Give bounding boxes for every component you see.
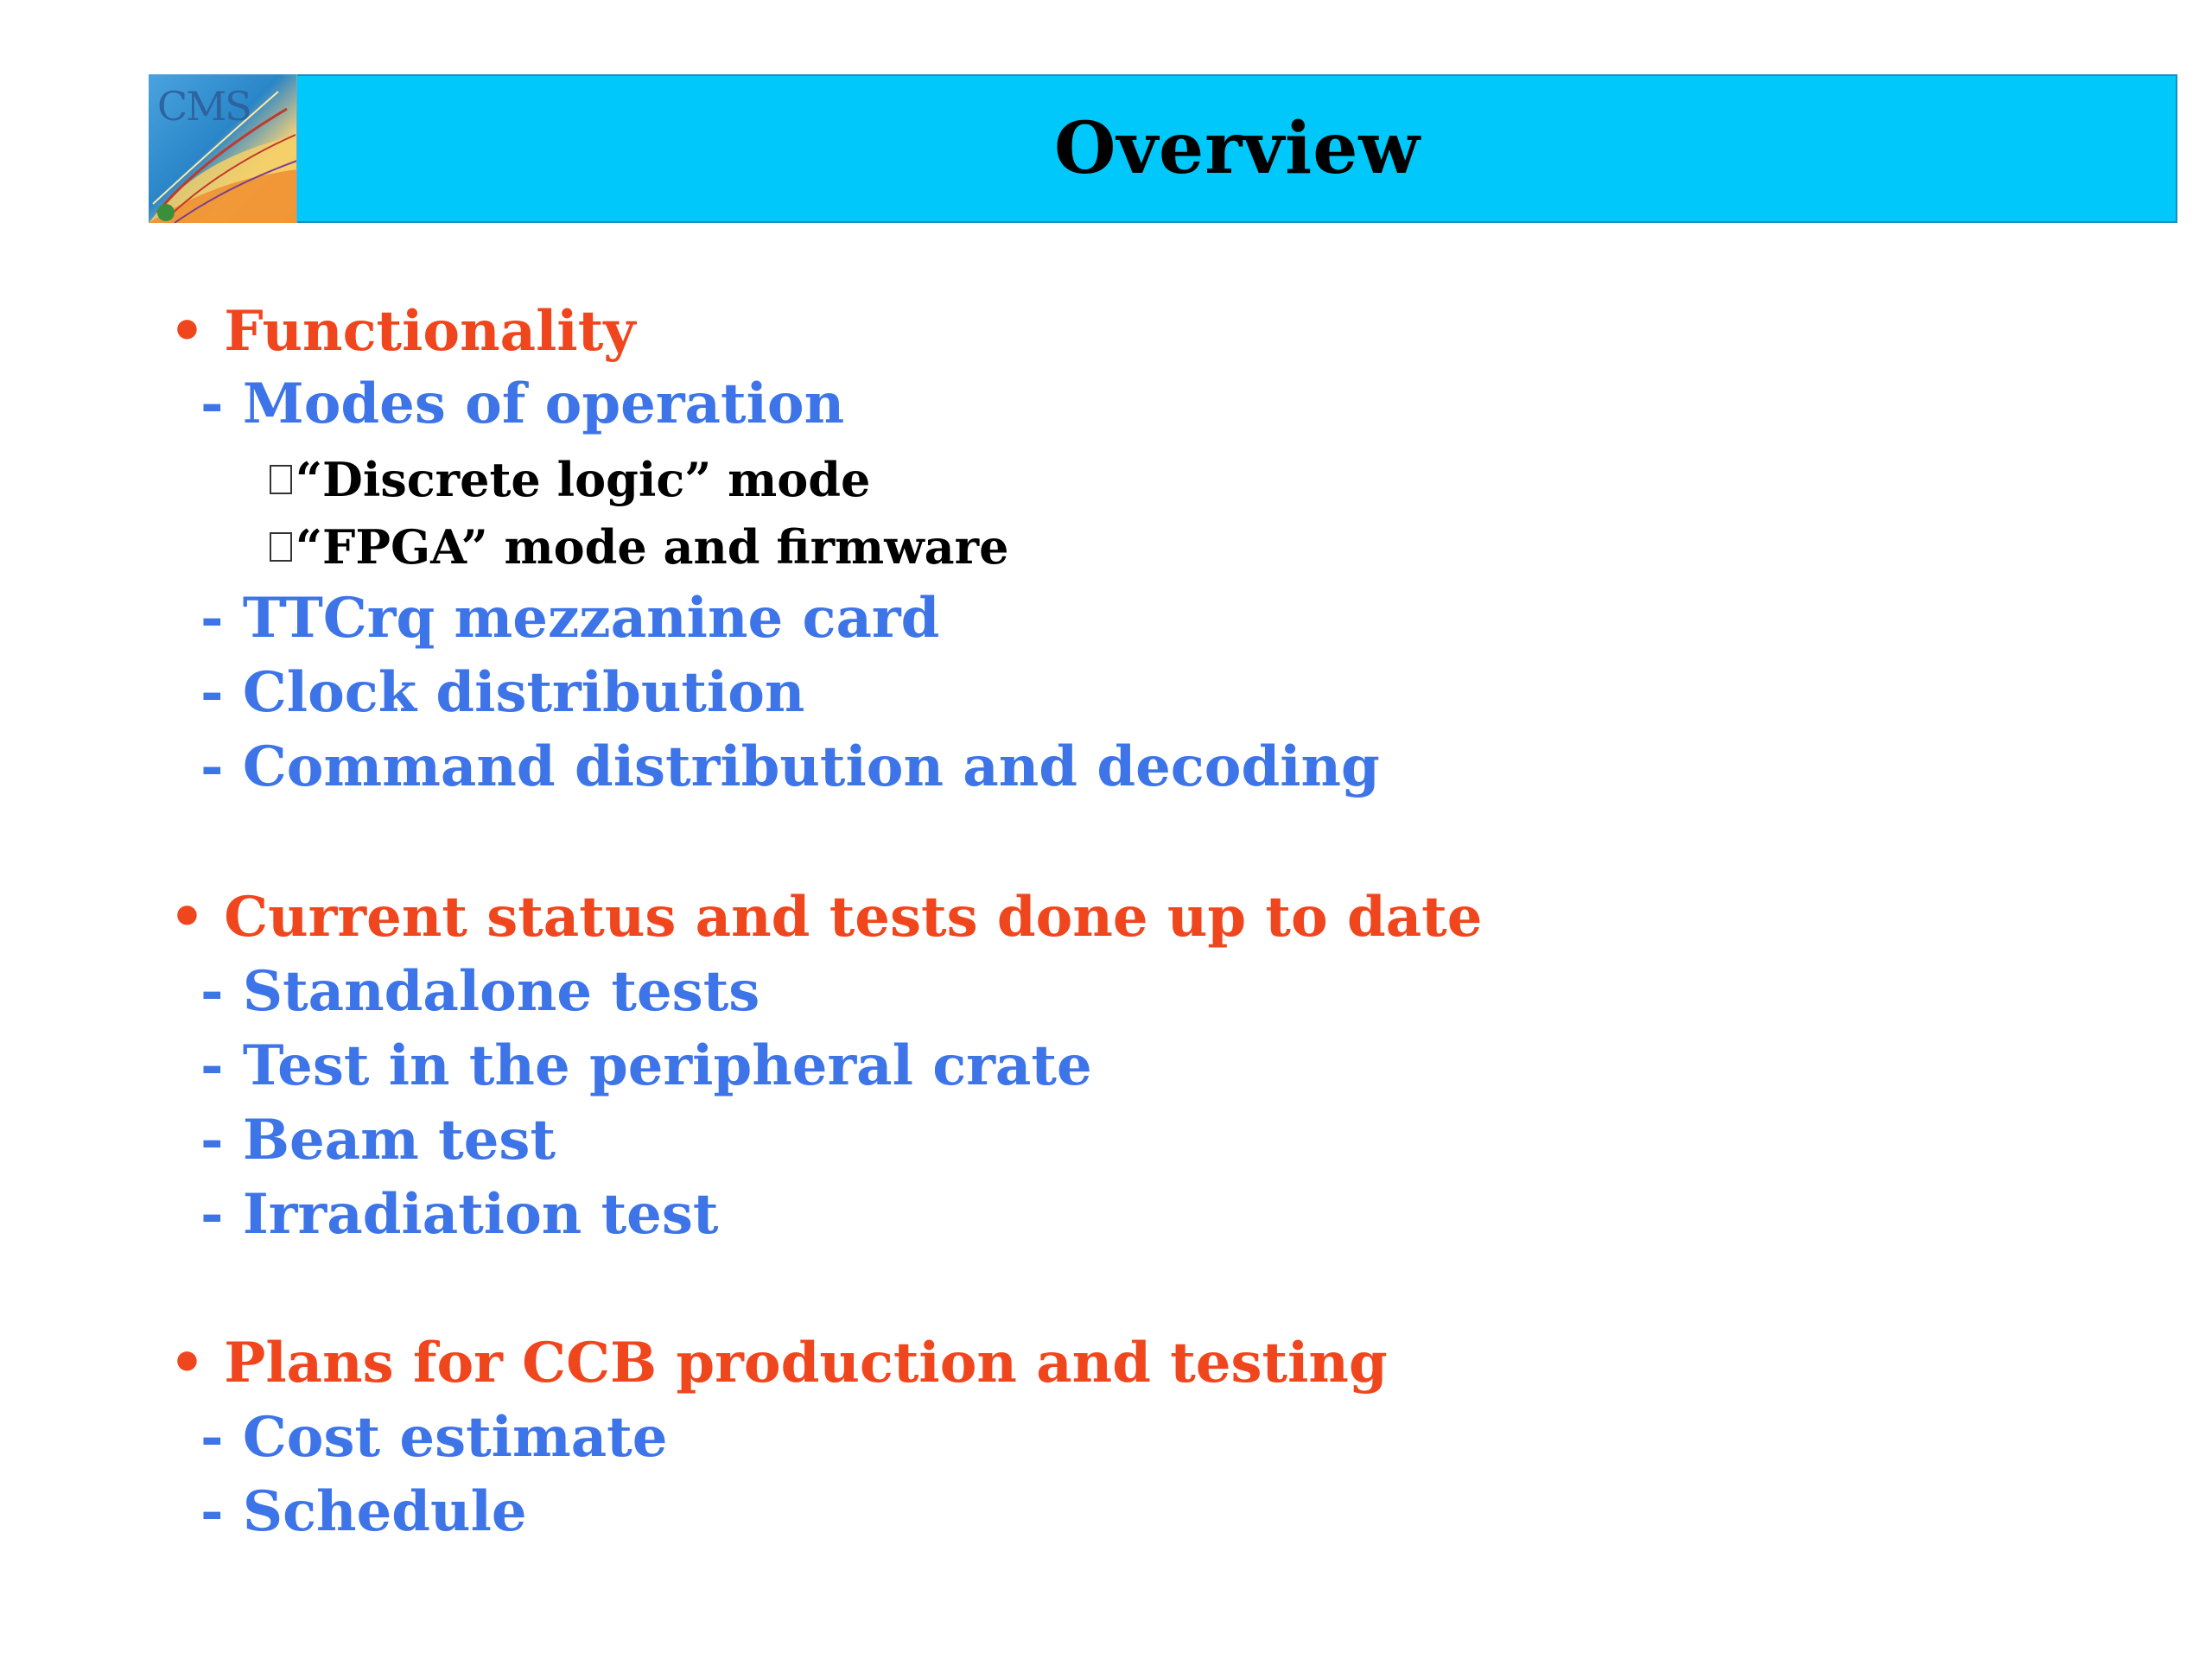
sub-item-modes-of-operation: - Modes of operation: [200, 372, 845, 436]
box-glyph-icon: [270, 532, 292, 562]
sub-item-peripheral-crate: - Test in the peripheral crate: [200, 1033, 1092, 1098]
sub-item-cost-estimate: - Cost estimate: [200, 1405, 668, 1470]
box-glyph-icon: [270, 465, 292, 494]
sub-sub-item-text: “Discrete logic” mode: [296, 452, 871, 507]
sub-item-command-distribution: - Command distribution and decoding: [200, 734, 1380, 799]
sub-item-ttcrq: - TTCrq mezzanine card: [200, 586, 940, 651]
section-heading-plans: • Plans for CCB production and testing: [169, 1331, 1388, 1395]
sub-sub-item-discrete-logic: [270, 452, 871, 507]
sub-sub-item-fpga-mode: [270, 519, 1009, 575]
section-heading-current-status: • Current status and tests done up to date: [169, 885, 1483, 950]
slide-title: Overview: [1053, 107, 1421, 190]
sub-item-clock-distribution: - Clock distribution: [200, 660, 805, 725]
logo-text: CMS: [157, 83, 251, 130]
sub-item-standalone-tests: - Standalone tests: [200, 959, 760, 1024]
sub-sub-item-text: “FPGA” mode and firmware: [296, 519, 1009, 575]
sub-item-beam-test: - Beam test: [200, 1108, 556, 1173]
section-heading-functionality: • Functionality: [169, 299, 636, 364]
sub-item-schedule: - Schedule: [200, 1479, 527, 1544]
sub-item-irradiation-test: - Irradiation test: [200, 1182, 719, 1247]
